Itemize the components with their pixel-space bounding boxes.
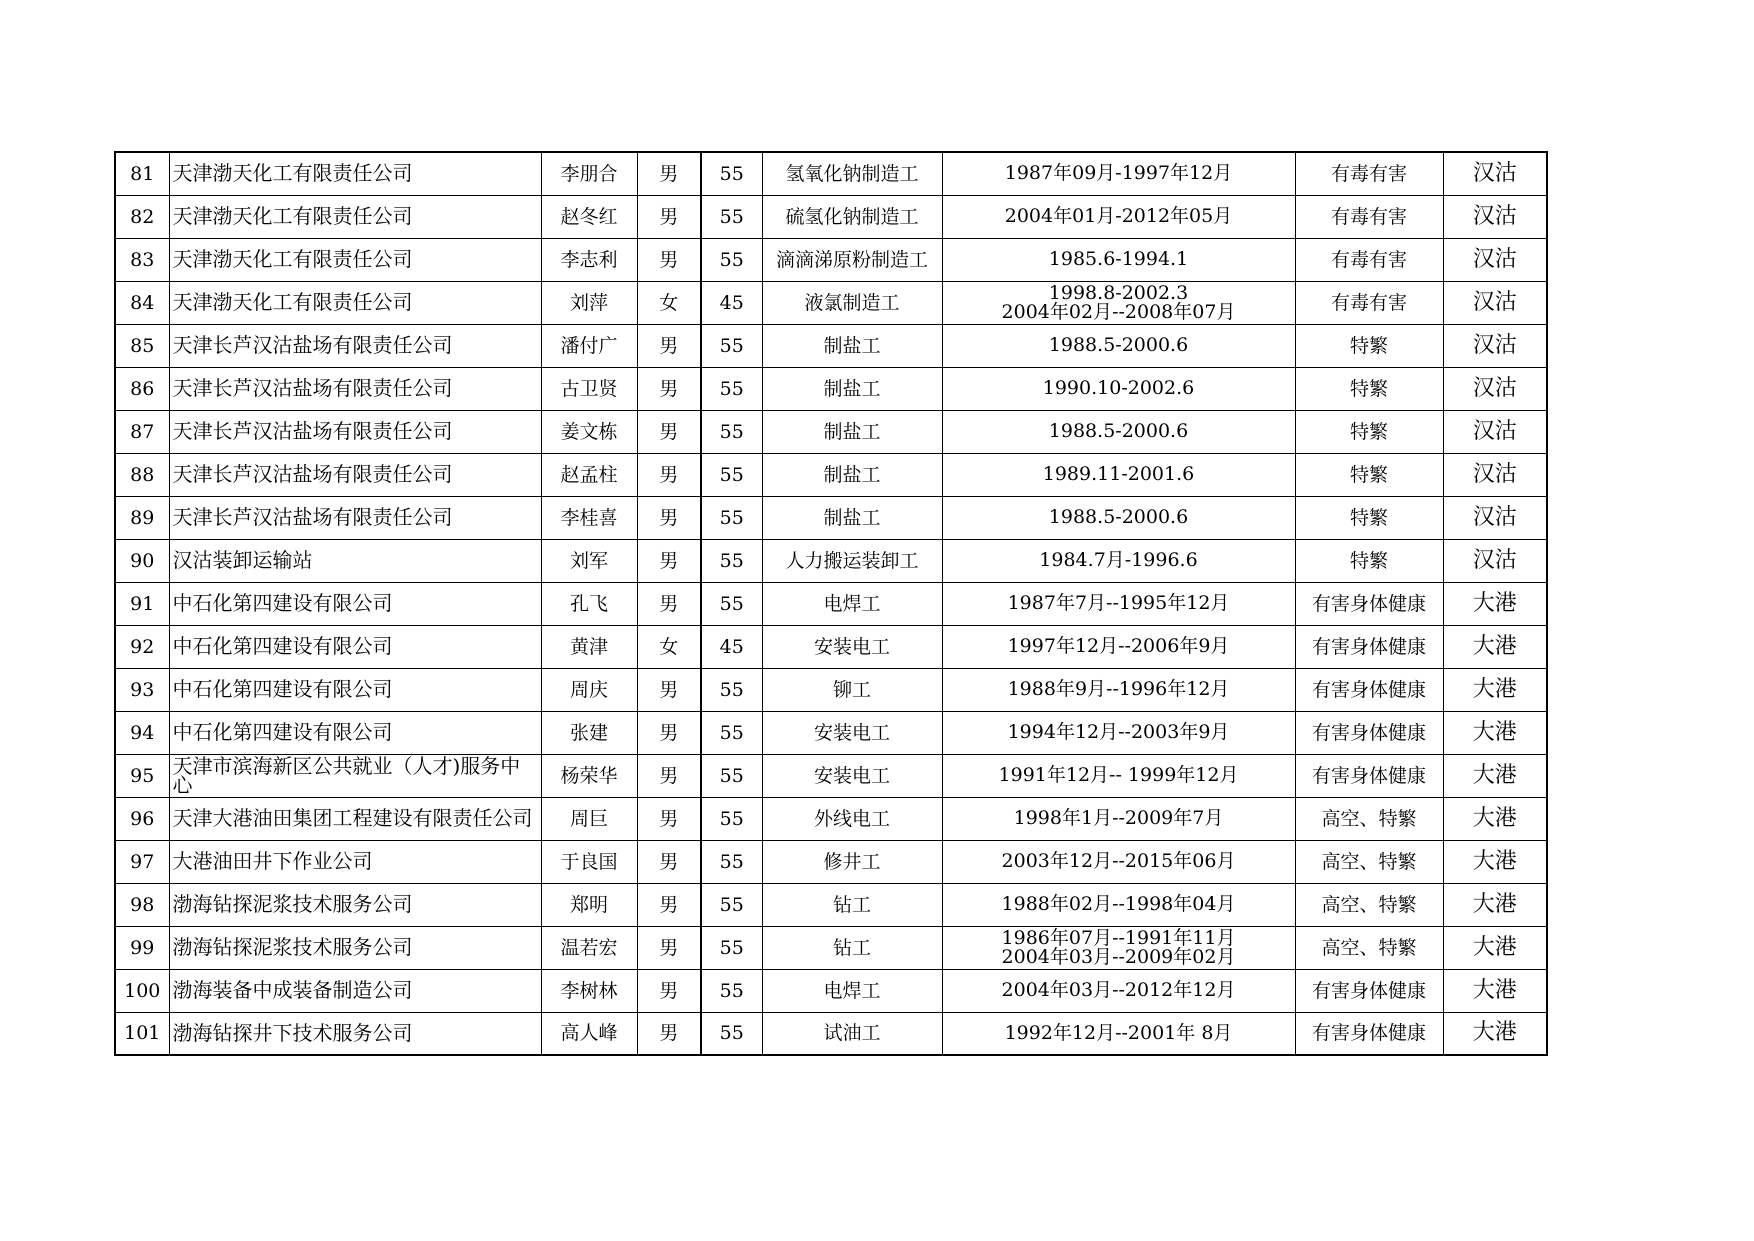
period-line: 1984.7月-1996.6 [1039, 549, 1198, 571]
cell-region: 大港 [1443, 1012, 1547, 1055]
cell-category: 有害身体健康 [1295, 582, 1443, 625]
table-row [115, 324, 1547, 367]
cell-name: 赵孟柱 [541, 453, 637, 496]
cell-period [942, 625, 1295, 668]
cell-region: 汉沽 [1443, 367, 1547, 410]
period-line: 1990.10-2002.6 [1042, 377, 1195, 399]
cell-job: 安装电工 [762, 754, 942, 797]
cell-gender: 女 [637, 281, 701, 324]
cell-job: 钻工 [762, 926, 942, 969]
cell-number: 96 [115, 797, 169, 840]
cell-age: 55 [701, 453, 762, 496]
cell-name: 潘付广 [541, 324, 637, 367]
cell-period [942, 840, 1295, 883]
cell-period [942, 797, 1295, 840]
table-row [115, 883, 1547, 926]
cell-number: 82 [115, 195, 169, 238]
table-row [115, 754, 1547, 797]
cell-company: 渤海钻探泥浆技术服务公司 [169, 926, 541, 969]
cell-job: 修井工 [762, 840, 942, 883]
cell-region: 汉沽 [1443, 195, 1547, 238]
table-row [115, 281, 1547, 324]
table-row [115, 797, 1547, 840]
cell-name: 周庆 [541, 668, 637, 711]
cell-period [942, 539, 1295, 582]
cell-gender: 男 [637, 410, 701, 453]
cell-period [942, 1012, 1295, 1055]
cell-age: 45 [701, 625, 762, 668]
cell-age: 55 [701, 840, 762, 883]
cell-job: 制盐工 [762, 324, 942, 367]
cell-category: 高空、特繁 [1295, 883, 1443, 926]
cell-category: 特繁 [1295, 539, 1443, 582]
cell-age: 55 [701, 152, 762, 195]
cell-age: 55 [701, 410, 762, 453]
cell-company: 天津长芦汉沽盐场有限责任公司 [169, 410, 541, 453]
cell-name: 高人峰 [541, 1012, 637, 1055]
period-line: 1988年9月--1996年12月 [1007, 678, 1230, 700]
cell-region: 汉沽 [1443, 238, 1547, 281]
cell-number: 92 [115, 625, 169, 668]
cell-job: 安装电工 [762, 625, 942, 668]
cell-number: 98 [115, 883, 169, 926]
cell-job: 铆工 [762, 668, 942, 711]
cell-number: 88 [115, 453, 169, 496]
cell-name: 刘萍 [541, 281, 637, 324]
cell-job: 制盐工 [762, 367, 942, 410]
cell-number: 85 [115, 324, 169, 367]
cell-category: 有害身体健康 [1295, 1012, 1443, 1055]
period-line: 1986年07月--1991年11月 [1001, 926, 1236, 949]
cell-name: 郑明 [541, 883, 637, 926]
period-line: 1987年09月-1997年12月 [1004, 162, 1233, 185]
cell-job: 试油工 [762, 1012, 942, 1055]
cell-gender: 男 [637, 238, 701, 281]
cell-company: 中石化第四建设有限公司 [169, 668, 541, 711]
period-line: 1998年1月--2009年7月 [1013, 807, 1224, 829]
cell-gender: 男 [637, 797, 701, 840]
period-line: 2004年03月--2009年02月 [1001, 945, 1236, 968]
cell-category: 高空、特繁 [1295, 797, 1443, 840]
table-row [115, 668, 1547, 711]
table-row [115, 1012, 1547, 1055]
cell-age: 55 [701, 668, 762, 711]
cell-company: 天津渤天化工有限责任公司 [169, 195, 541, 238]
cell-gender: 男 [637, 195, 701, 238]
cell-category: 有害身体健康 [1295, 969, 1443, 1012]
cell-job: 制盐工 [762, 453, 942, 496]
cell-company: 中石化第四建设有限公司 [169, 711, 541, 754]
cell-gender: 男 [637, 539, 701, 582]
cell-age: 55 [701, 195, 762, 238]
cell-gender: 男 [637, 668, 701, 711]
cell-name: 杨荣华 [541, 754, 637, 797]
table-row [115, 453, 1547, 496]
cell-category: 有害身体健康 [1295, 711, 1443, 754]
cell-name: 赵冬红 [541, 195, 637, 238]
cell-company: 渤海钻探泥浆技术服务公司 [169, 883, 541, 926]
cell-region: 大港 [1443, 797, 1547, 840]
cell-company: 汉沽装卸运输站 [169, 539, 541, 582]
period-line: 1987年7月--1995年12月 [1007, 592, 1230, 614]
cell-number: 93 [115, 668, 169, 711]
cell-category: 有毒有害 [1295, 281, 1443, 324]
cell-category: 有毒有害 [1295, 195, 1443, 238]
table-row [115, 152, 1547, 195]
table-row [115, 926, 1547, 969]
cell-number: 95 [115, 754, 169, 797]
worker-table [114, 151, 1548, 1056]
cell-region: 汉沽 [1443, 281, 1547, 324]
cell-gender: 男 [637, 367, 701, 410]
table-row [115, 625, 1547, 668]
cell-category: 有毒有害 [1295, 152, 1443, 195]
cell-period [942, 711, 1295, 754]
cell-company: 中石化第四建设有限公司 [169, 625, 541, 668]
cell-category: 特繁 [1295, 453, 1443, 496]
cell-job: 钻工 [762, 883, 942, 926]
cell-job: 滴滴涕原粉制造工 [762, 238, 942, 281]
cell-gender: 女 [637, 625, 701, 668]
cell-region: 汉沽 [1443, 539, 1547, 582]
cell-period [942, 238, 1295, 281]
cell-name: 刘军 [541, 539, 637, 582]
cell-company: 中石化第四建设有限公司 [169, 582, 541, 625]
cell-region: 大港 [1443, 926, 1547, 969]
cell-period [942, 410, 1295, 453]
cell-age: 55 [701, 711, 762, 754]
cell-job: 液氯制造工 [762, 281, 942, 324]
cell-number: 99 [115, 926, 169, 969]
cell-period [942, 668, 1295, 711]
cell-job: 外线电工 [762, 797, 942, 840]
cell-company: 大港油田井下作业公司 [169, 840, 541, 883]
cell-job: 电焊工 [762, 582, 942, 625]
cell-age: 55 [701, 496, 762, 539]
cell-company: 天津市滨海新区公共就业（人才)服务中心 [169, 754, 541, 797]
cell-name: 李桂喜 [541, 496, 637, 539]
cell-category: 高空、特繁 [1295, 926, 1443, 969]
cell-gender: 男 [637, 969, 701, 1012]
cell-company: 天津长芦汉沽盐场有限责任公司 [169, 453, 541, 496]
table-row [115, 711, 1547, 754]
cell-region: 大港 [1443, 883, 1547, 926]
table-row [115, 539, 1547, 582]
cell-name: 温若宏 [541, 926, 637, 969]
cell-age: 55 [701, 367, 762, 410]
cell-category: 特繁 [1295, 496, 1443, 539]
period-line: 1989.11-2001.6 [1042, 463, 1195, 485]
cell-region: 大港 [1443, 969, 1547, 1012]
cell-period [942, 195, 1295, 238]
cell-gender: 男 [637, 582, 701, 625]
cell-company: 天津长芦汉沽盐场有限责任公司 [169, 324, 541, 367]
cell-period [942, 969, 1295, 1012]
period-line: 1992年12月--2001年 8月 [1004, 1021, 1233, 1044]
cell-period [942, 754, 1295, 797]
cell-gender: 男 [637, 754, 701, 797]
cell-gender: 男 [637, 840, 701, 883]
cell-category: 有害身体健康 [1295, 625, 1443, 668]
cell-category: 特繁 [1295, 324, 1443, 367]
cell-category: 特繁 [1295, 367, 1443, 410]
cell-region: 汉沽 [1443, 496, 1547, 539]
cell-age: 45 [701, 281, 762, 324]
table-row [115, 840, 1547, 883]
cell-period [942, 883, 1295, 926]
cell-job: 电焊工 [762, 969, 942, 1012]
cell-job: 制盐工 [762, 496, 942, 539]
cell-company: 天津渤天化工有限责任公司 [169, 281, 541, 324]
cell-age: 55 [701, 754, 762, 797]
cell-name: 张建 [541, 711, 637, 754]
cell-name: 姜文栋 [541, 410, 637, 453]
cell-period [942, 926, 1295, 969]
cell-region: 大港 [1443, 668, 1547, 711]
cell-job: 人力搬运装卸工 [762, 539, 942, 582]
cell-name: 古卫贤 [541, 367, 637, 410]
cell-region: 汉沽 [1443, 453, 1547, 496]
cell-category: 高空、特繁 [1295, 840, 1443, 883]
cell-gender: 男 [637, 324, 701, 367]
cell-category: 有害身体健康 [1295, 754, 1443, 797]
period-line: 2004年02月--2008年07月 [1001, 300, 1236, 323]
cell-gender: 男 [637, 883, 701, 926]
cell-gender: 男 [637, 152, 701, 195]
period-line: 2004年01月-2012年05月 [1004, 205, 1233, 227]
period-line: 2004年03月--2012年12月 [1001, 979, 1236, 1001]
table-row [115, 195, 1547, 238]
cell-number: 90 [115, 539, 169, 582]
cell-age: 55 [701, 238, 762, 281]
cell-number: 83 [115, 238, 169, 281]
cell-gender: 男 [637, 1012, 701, 1055]
cell-gender: 男 [637, 926, 701, 969]
cell-category: 有害身体健康 [1295, 668, 1443, 711]
cell-age: 55 [701, 582, 762, 625]
cell-name: 于良国 [541, 840, 637, 883]
cell-region: 大港 [1443, 625, 1547, 668]
table-row [115, 367, 1547, 410]
cell-age: 55 [701, 883, 762, 926]
cell-region: 汉沽 [1443, 152, 1547, 195]
cell-company: 天津渤天化工有限责任公司 [169, 152, 541, 195]
cell-number: 97 [115, 840, 169, 883]
cell-number: 94 [115, 711, 169, 754]
cell-region: 大港 [1443, 754, 1547, 797]
cell-region: 汉沽 [1443, 410, 1547, 453]
cell-age: 55 [701, 539, 762, 582]
table-row [115, 582, 1547, 625]
cell-name: 李朋合 [541, 152, 637, 195]
cell-age: 55 [701, 324, 762, 367]
cell-number: 81 [115, 152, 169, 195]
cell-name: 周巨 [541, 797, 637, 840]
cell-number: 87 [115, 410, 169, 453]
cell-region: 大港 [1443, 840, 1547, 883]
cell-period [942, 496, 1295, 539]
cell-period [942, 324, 1295, 367]
cell-region: 大港 [1443, 711, 1547, 754]
period-line: 1988.5-2000.6 [1048, 334, 1189, 356]
cell-gender: 男 [637, 453, 701, 496]
table-body [115, 152, 1547, 1055]
cell-company: 天津渤天化工有限责任公司 [169, 238, 541, 281]
cell-company: 渤海装备中成装备制造公司 [169, 969, 541, 1012]
period-line: 1997年12月--2006年9月 [1007, 635, 1230, 657]
cell-age: 55 [701, 969, 762, 1012]
cell-period [942, 281, 1295, 324]
cell-number: 89 [115, 496, 169, 539]
cell-period [942, 367, 1295, 410]
cell-number: 100 [115, 969, 169, 1012]
cell-company: 渤海钻探井下技术服务公司 [169, 1012, 541, 1055]
cell-name: 黄津 [541, 625, 637, 668]
cell-category: 有毒有害 [1295, 238, 1443, 281]
cell-age: 55 [701, 926, 762, 969]
table-row [115, 969, 1547, 1012]
cell-company: 天津大港油田集团工程建设有限责任公司 [169, 797, 541, 840]
cell-job: 安装电工 [762, 711, 942, 754]
cell-company: 天津长芦汉沽盐场有限责任公司 [169, 367, 541, 410]
cell-job: 氢氧化钠制造工 [762, 152, 942, 195]
cell-period [942, 152, 1295, 195]
period-line: 1985.6-1994.1 [1048, 248, 1189, 270]
period-line: 1998.8-2002.3 [1048, 281, 1189, 304]
cell-age: 55 [701, 1012, 762, 1055]
period-line: 1988.5-2000.6 [1048, 420, 1189, 442]
cell-category: 特繁 [1295, 410, 1443, 453]
cell-number: 86 [115, 367, 169, 410]
period-line: 1988.5-2000.6 [1048, 506, 1189, 528]
cell-period [942, 453, 1295, 496]
cell-region: 大港 [1443, 582, 1547, 625]
cell-job: 制盐工 [762, 410, 942, 453]
table-row [115, 496, 1547, 539]
cell-company: 天津长芦汉沽盐场有限责任公司 [169, 496, 541, 539]
cell-name: 孔飞 [541, 582, 637, 625]
cell-name: 李树林 [541, 969, 637, 1012]
cell-gender: 男 [637, 711, 701, 754]
cell-gender: 男 [637, 496, 701, 539]
table-row [115, 410, 1547, 453]
period-line: 1994年12月--2003年9月 [1007, 721, 1230, 743]
cell-region: 汉沽 [1443, 324, 1547, 367]
period-line: 1988年02月--1998年04月 [1001, 893, 1236, 915]
cell-age: 55 [701, 797, 762, 840]
cell-number: 84 [115, 281, 169, 324]
cell-job: 硫氢化钠制造工 [762, 195, 942, 238]
period-line: 2003年12月--2015年06月 [1001, 850, 1236, 872]
cell-period [942, 582, 1295, 625]
cell-name: 李志利 [541, 238, 637, 281]
cell-number: 101 [115, 1012, 169, 1055]
cell-number: 91 [115, 582, 169, 625]
period-line: 1991年12月-- 1999年12月 [998, 764, 1239, 786]
table-row [115, 238, 1547, 281]
